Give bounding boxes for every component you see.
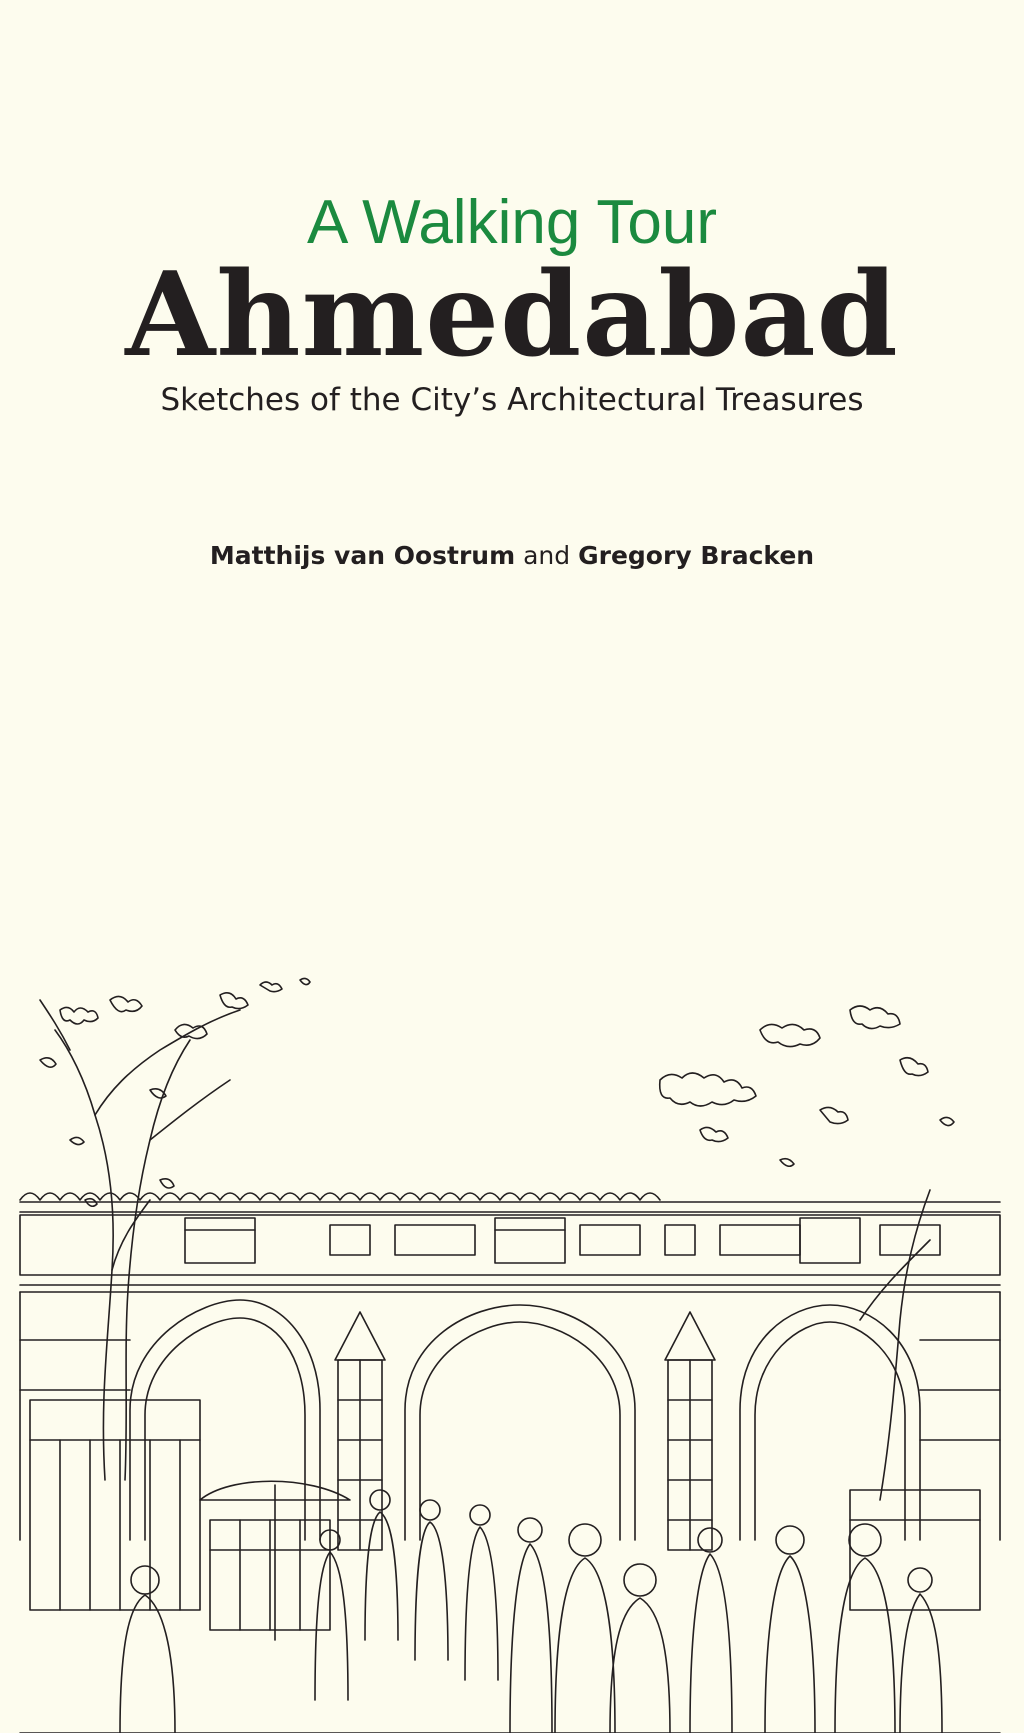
author-name: Matthijs van Oostrum: [209, 541, 516, 570]
market-stalls: [30, 1400, 980, 1640]
tree-right: [660, 1006, 954, 1500]
gateway-structure: [20, 1193, 1000, 1550]
author-name: Gregory Bracken: [578, 541, 815, 570]
author-connector: and: [523, 541, 571, 570]
gateway-sketch-illustration: [0, 940, 1024, 1733]
book-subtitle: Sketches of the City’s Architectural Treasures: [160, 382, 864, 418]
crowd-figures: [20, 1490, 1000, 1733]
book-title: Ahmedabad: [125, 247, 899, 383]
tree-left: [40, 978, 310, 1480]
series-title: A Walking Tour: [306, 188, 718, 257]
author-line: [0, 538, 1024, 574]
